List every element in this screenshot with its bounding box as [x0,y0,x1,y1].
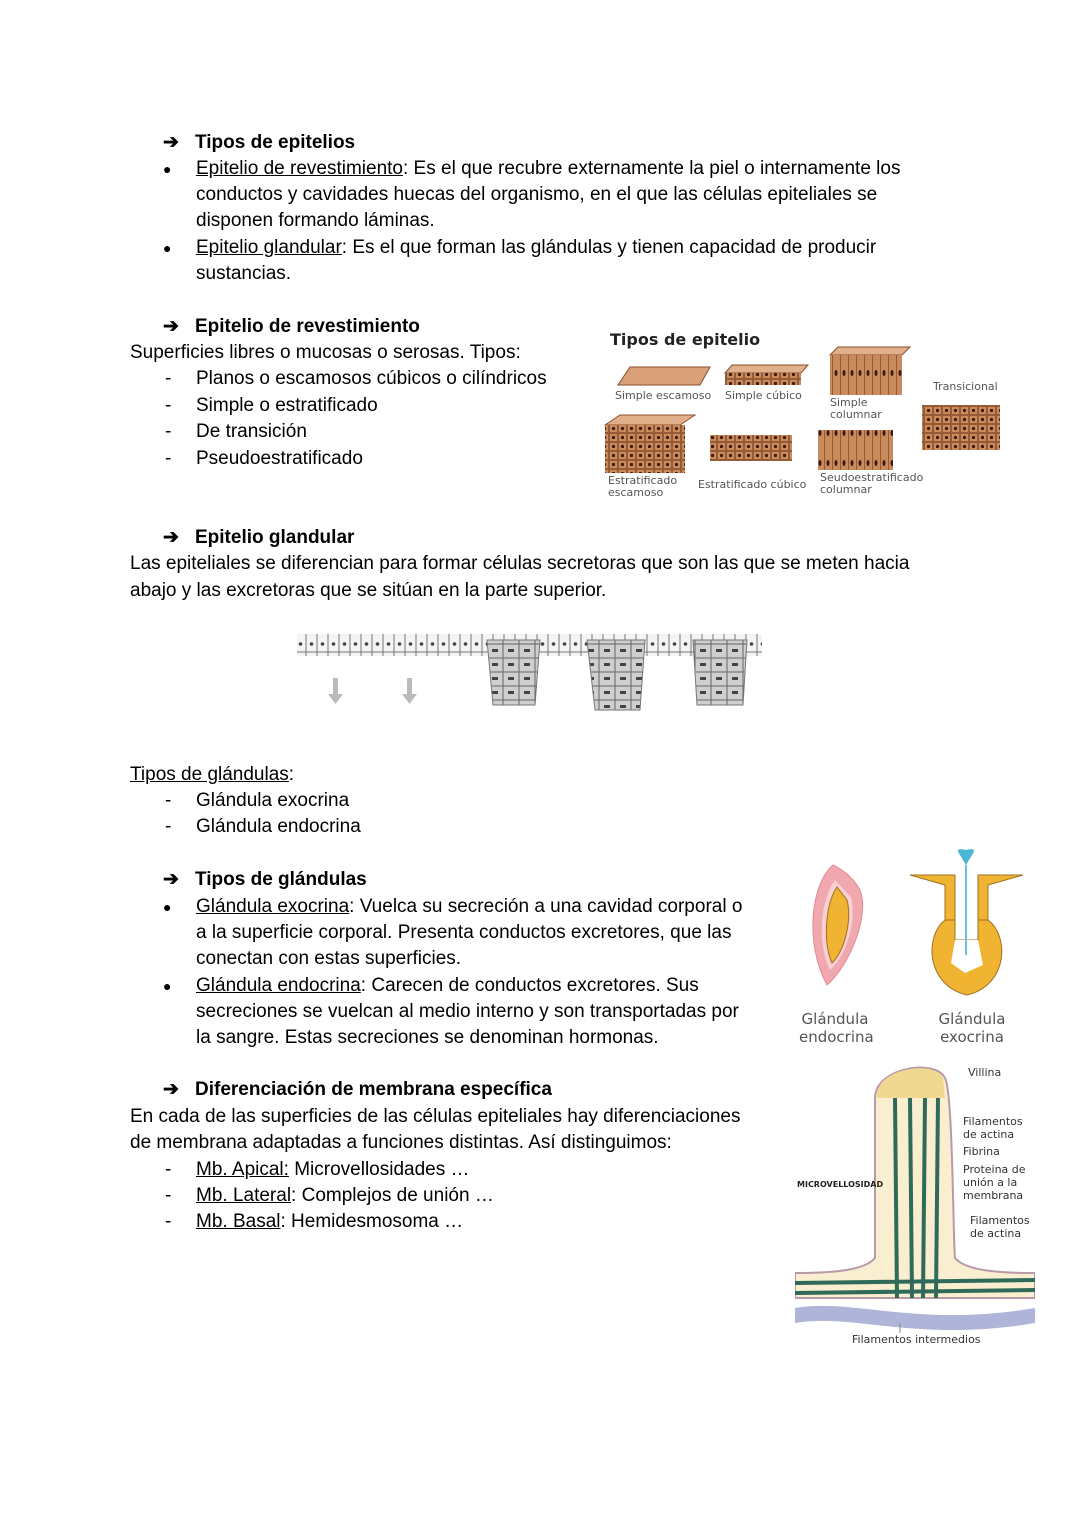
figure-title: Tipos de epitelio [610,330,761,349]
dash-icon: - [165,1159,172,1180]
dash-icon: - [165,448,172,469]
label-transicional: Transicional [933,380,998,393]
label-estratificado-cubico: Estratificado cúbico [698,478,807,491]
arrow-icon: ➔ [163,132,179,153]
label-villina: Villina [968,1066,1002,1079]
list-item: Mb. Apical: Microvellosidades … [196,1159,470,1180]
heading-epitelio-revestimiento: ➔ Epitelio de revestimiento [163,314,420,340]
list-item: Glándula endocrina: Carecen de conductos excretores. Sus [196,975,699,996]
label-microvellosidad: MICROVELLOSIDAD [797,1180,884,1189]
dash-icon: - [165,395,172,416]
dash-icon: - [165,421,172,442]
label-seudoestratificado: Seudoestratificado columnar [820,471,924,496]
label-filamentos-intermedios: Filamentos intermedios [852,1333,981,1346]
label-simple-cubico: Simple cúbico [725,389,802,402]
glandular-epithelium-illustration [295,630,765,725]
bullet-icon: ● [163,240,172,256]
list-item: Glándula endocrina [196,816,361,837]
heading-tipos-glandulas-list: Tipos de glándulas: [130,764,295,785]
label-glandula-endocrina: Glándula endocrina [799,1010,874,1046]
label-proteina-union: Proteina de unión a la membrana [963,1163,1026,1202]
label-simple-columnar: Simple columnar [830,396,882,421]
arrow-icon: ➔ [163,316,179,337]
microvillus-illustration [795,1058,1035,1348]
arrow-icon: ➔ [163,869,179,890]
text-line: la sangre. Estas secreciones se denominan hormonas. [196,1027,659,1048]
dash-icon: - [165,816,172,837]
bullet-icon: ● [163,978,172,994]
text-line: conductos y cavidades huecas del organismo, en el que las células epiteliales se [196,184,878,205]
arrow-icon: ➔ [163,1079,179,1100]
list-item: Pseudoestratificado [196,448,363,469]
bullet-icon: ● [163,161,172,177]
text-line: a la superficie corporal. Presenta conductos excretores, que las [196,922,732,943]
list-item: Glándula exocrina [196,790,350,811]
bullet-icon: ● [163,899,172,915]
list-item: Planos o escamosos cúbicos o cilíndricos [196,368,547,389]
dash-icon: - [165,1211,172,1232]
text-line: conectan con estas superficies. [196,948,462,969]
heading-tipos-glandulas: ➔ Tipos de glándulas [163,867,367,893]
list-item: Simple o estratificado [196,395,378,416]
list-item: Mb. Basal: Hemidesmosoma … [196,1211,464,1232]
text-line: Las epiteliales se diferencian para formar células secretoras que son las que se meten hacia [130,553,910,574]
heading-diferenciacion-membrana: ➔ Diferenciación de membrana específica [163,1077,552,1103]
dash-icon: - [165,790,172,811]
gland-illustration [795,845,1035,1005]
text-line: disponen formando láminas. [196,210,435,231]
label-glandula-exocrina: Glándula exocrina [938,1010,1006,1046]
text-line: abajo y las excretoras que se sitúan en la parte superior. [130,580,607,601]
text-line: secreciones se vuelcan al medio interno y son transportadas por [196,1001,739,1022]
list-item: Glándula exocrina: Vuelca su secreción a una cavidad corporal o [196,896,743,917]
label-filamentos-actina: Filamentos de actina [963,1115,1023,1141]
list-item: Epitelio glandular: Es el que forman las glándulas y tienen capacidad de producir [196,237,877,258]
text-line: sustancias. [196,263,292,284]
dash-icon: - [165,368,172,389]
list-item: Epitelio de revestimiento: Es el que recubre externamente la piel o internamente los [196,158,901,179]
heading-epitelio-glandular: ➔ Epitelio glandular [163,525,354,551]
heading-tipos-epitelios: ➔ Tipos de epitelios [163,130,355,156]
dash-icon: - [165,1185,172,1206]
text-line: Superficies libres o mucosas o serosas. Tipos: [130,342,521,363]
label-fibrina: Fibrina [963,1145,1000,1158]
arrow-down-icon [328,678,417,704]
text-line: En cada de las superficies de las células epiteliales hay diferenciaciones [130,1106,741,1127]
label-filamentos-actina-2: Filamentos de actina [970,1214,1030,1240]
list-item: De transición [196,421,307,442]
text-line: de membrana adaptadas a funciones distintas. Así distinguimos: [130,1132,672,1153]
label-simple-escamoso: Simple escamoso [615,389,712,402]
figure-tipos-epitelio [600,325,1010,505]
list-item: Mb. Lateral: Complejos de unión … [196,1185,494,1206]
arrow-icon: ➔ [163,527,179,548]
label-estratificado-escamoso: Estratificado escamoso [608,474,678,499]
